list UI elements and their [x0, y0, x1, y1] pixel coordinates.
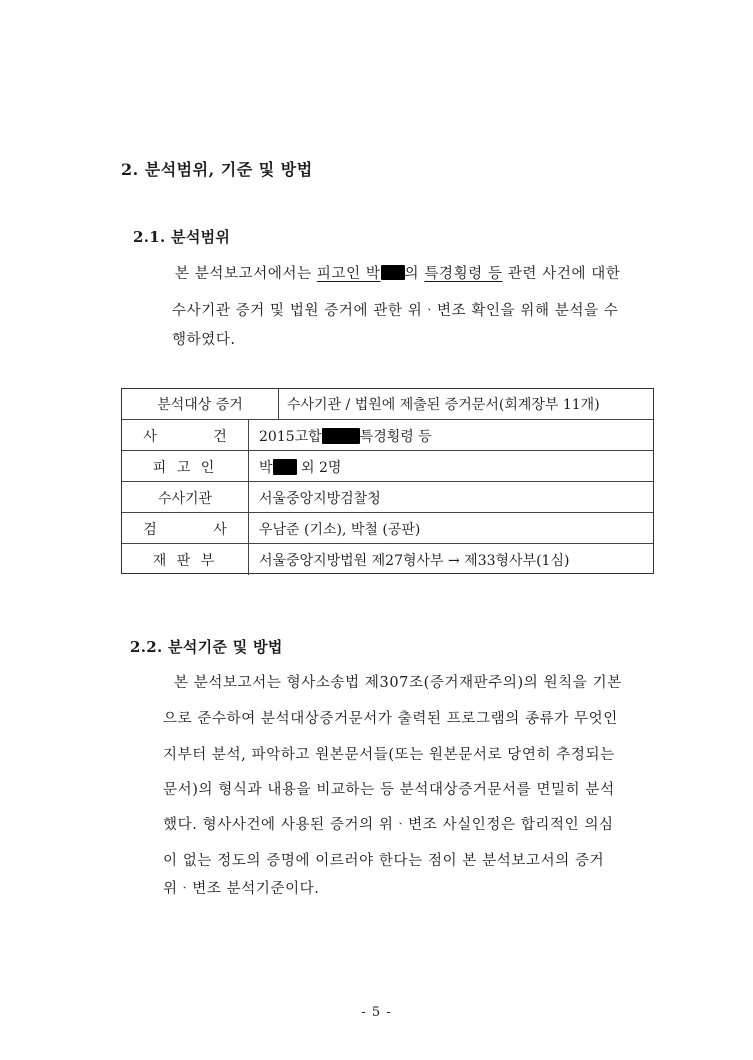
defendant-prefix: 박	[259, 459, 273, 476]
table-label	[122, 451, 249, 482]
table-value	[259, 451, 653, 482]
table-row	[122, 419, 653, 451]
paragraph-2-1-line-2: 수사기관 증거 및 법원 증거에 관한 위ᆞ변조 확인을 위해 분석을 수	[172, 303, 619, 319]
case-info-table	[121, 388, 654, 574]
case-number-prefix: 2015고합	[259, 428, 322, 445]
text-run: 의	[404, 266, 425, 282]
subsection-title-2-1: 2.1. 분석범위	[133, 228, 231, 246]
redaction-box	[273, 459, 297, 475]
label-text: 검 사	[143, 521, 253, 538]
table-row	[122, 450, 653, 482]
table-value: 서울중앙지방검찰청	[259, 490, 381, 507]
table-value: 서울중앙지방법원 제27형사부 → 제33형사부(1심)	[259, 552, 570, 569]
case-charge: 특경횡령 등	[359, 428, 432, 445]
text-run: 관련 사건에 대한	[502, 266, 621, 282]
paragraph-2-2-line-6: 이 없는 정도의 증명에 이르러야 한다는 점이 본 분석보고서의 증거	[163, 853, 605, 869]
table-label	[122, 513, 253, 544]
charge-underlined: 특경횡령 등	[424, 266, 503, 282]
defendant-name-prefix: 피고인 박	[316, 266, 381, 282]
section-heading: 2. 분석범위, 기준 및 방법	[121, 160, 313, 179]
table-row	[122, 389, 653, 419]
defendant-underlined	[317, 266, 405, 282]
label-text: 재 판 부	[152, 552, 218, 569]
table-row	[122, 512, 653, 544]
table-label: 분석대상 증거	[122, 389, 279, 419]
table-label	[122, 420, 253, 451]
paragraph-2-2-line-2: 으로 준수하여 분석대상증거문서가 출력된 프로그램의 종류가 무엇인	[163, 711, 618, 727]
paragraph-2-1-line-1	[175, 262, 621, 283]
text-run: 본 분석보고서에서는	[175, 266, 317, 282]
paragraph-2-2-line-3: 지부터 분석, 파악하고 원본문서들(또는 원본문서로 당연히 추정되는	[163, 747, 615, 763]
subsection-title-2-2: 2.2. 분석기준 및 방법	[130, 638, 283, 656]
label-text: 피 고 인	[152, 459, 218, 476]
table-label	[122, 544, 249, 575]
table-label: 수사기관	[122, 482, 249, 513]
table-value: 우남준 (기소), 박철 (공판)	[259, 521, 421, 538]
table-row	[122, 481, 653, 513]
paragraph-2-2-line-7: 위ᆞ변조 분석기준이다.	[163, 881, 320, 897]
paragraph-2-2-line-5: 했다. 형사사건에 사용된 증거의 위ᆞ변조 사실인정은 합리적인 의심	[163, 817, 614, 833]
redaction-box	[381, 265, 405, 280]
redaction-box	[322, 428, 360, 444]
defendant-count: 외 2명	[300, 459, 342, 476]
paragraph-2-1-line-3: 행하였다.	[172, 332, 236, 348]
paragraph-2-2-line-4: 문서)의 형식과 내용을 비교하는 등 분석대상증거문서를 면밀히 분석	[163, 782, 615, 798]
table-row	[122, 543, 653, 575]
table-value: 수사기관 / 법원에 제출된 증거문서(회계장부 11개)	[287, 397, 600, 413]
label-text: 사 건	[143, 428, 253, 445]
table-value	[259, 420, 653, 451]
paragraph-2-2-line-1: 본 분석보고서는 형사소송법 제307조(증거재판주의)의 원칙을 기본	[174, 675, 622, 691]
page-number: - 5 -	[361, 1005, 392, 1020]
